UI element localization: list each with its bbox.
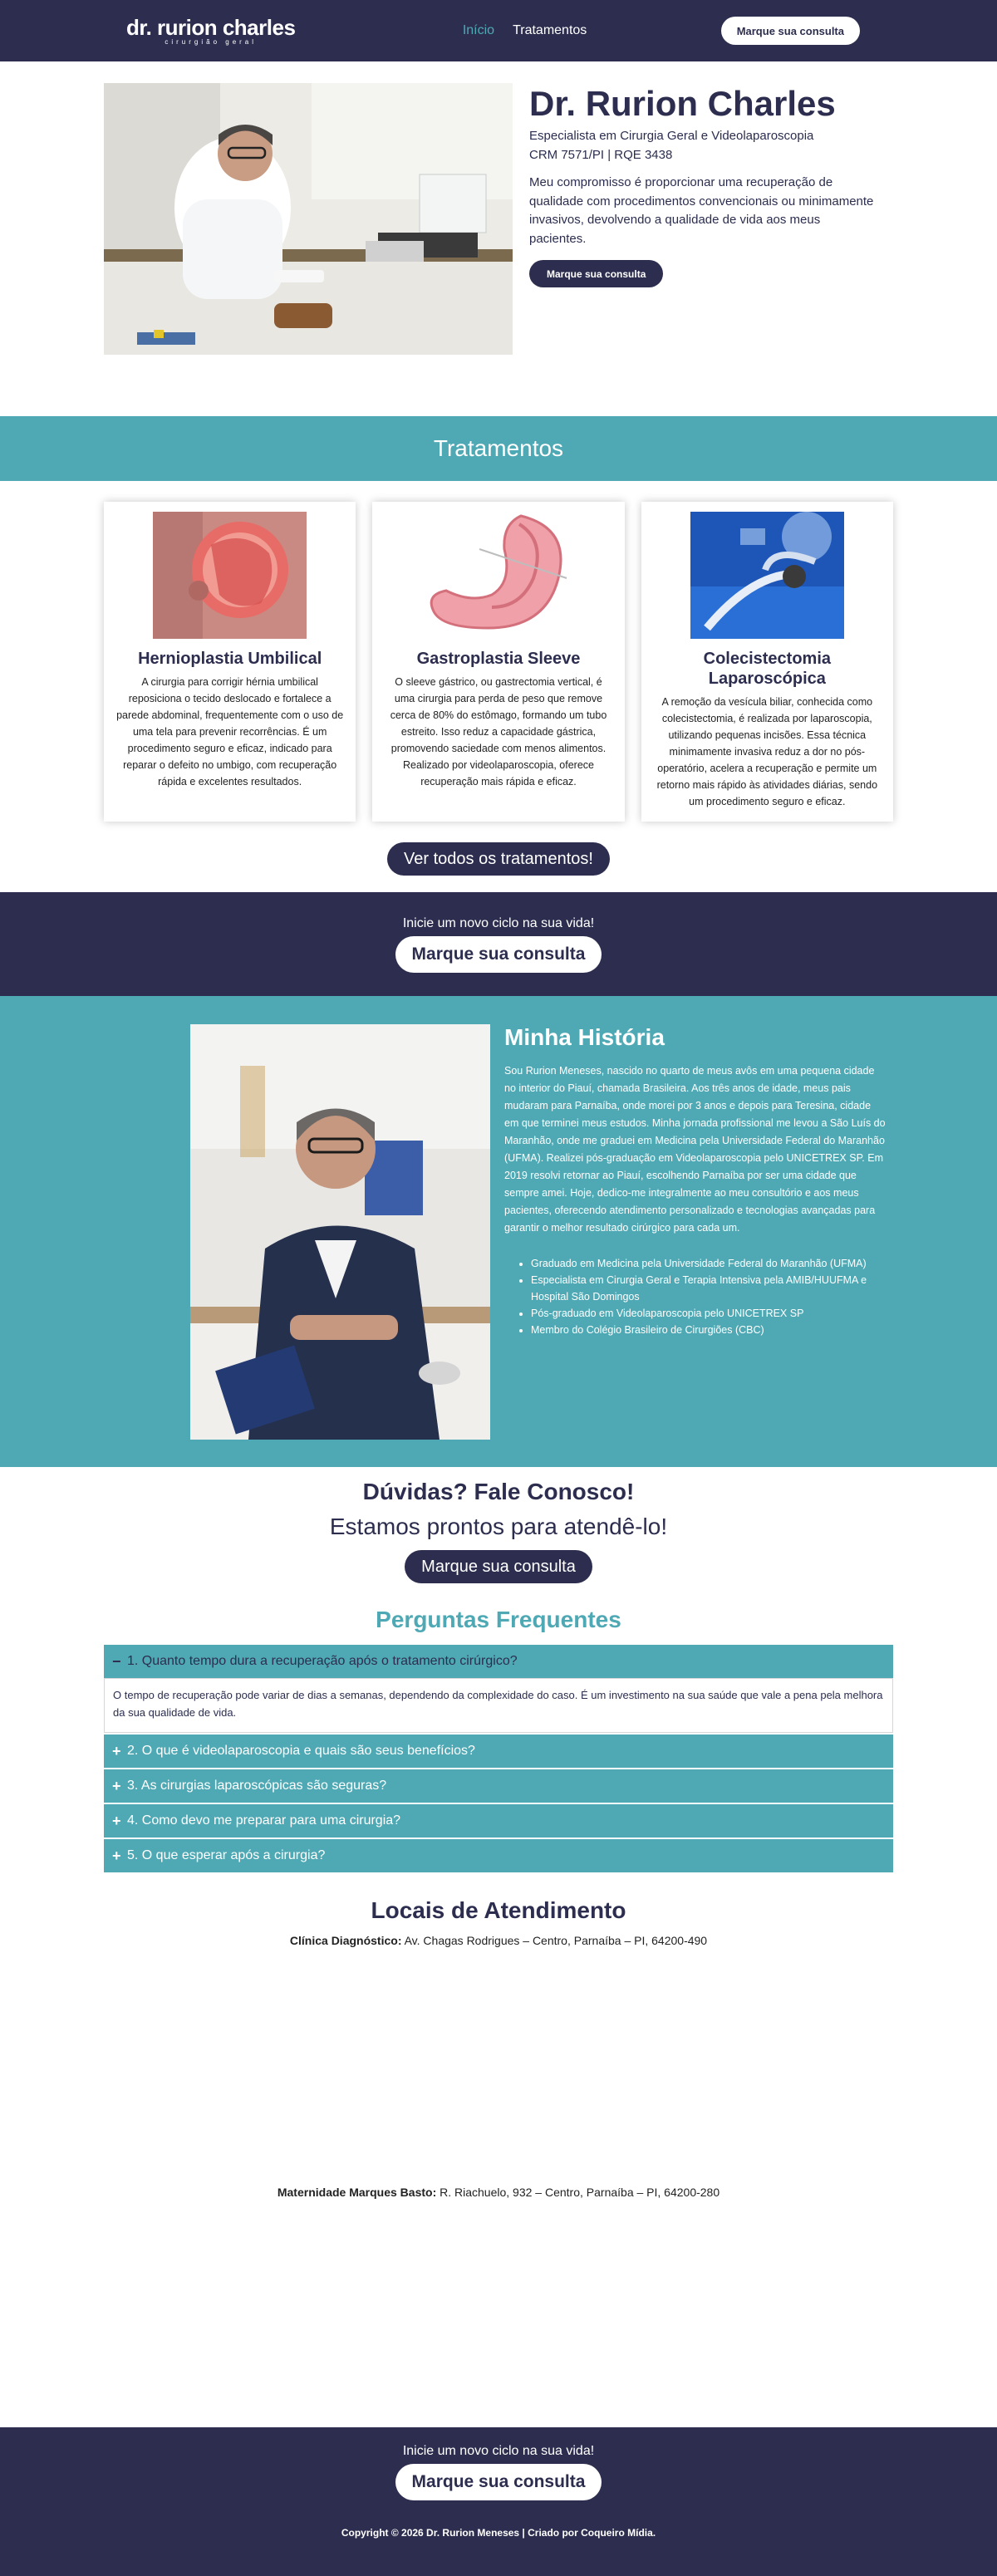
card-title: Gastroplastia Sleeve — [416, 650, 581, 668]
story-body: Sou Rurion Meneses, nascido no quarto de meus avôs em uma pequena cidade no interior do Piauí, chamada Brasileira. Aos três anos de idade, meus pais mudaram para Parnaíba, onde morei por 3 anos e depois para Teresina, cidade em que terminei meus estudos. Minha jornada profissional me levou a São Luís do Maranhão, onde me graduei em Medicina pela Universidade Federal do Maranhão (UFMA). Realizei pós-graduação em Videolaparoscopia pelo UNICETREX SP. Em 2019 resolvi retornar ao Piauí, escolhendo Parnaíba por ser uma cidade que sempre amei. Hoje, dedico-me integralmente ao meu consultório e aos meus pacientes, oferecendo atendimento personalizado e tecnologias avançadas para garantir o melhor resultado cirúrgico para cada um. — [504, 1065, 886, 1234]
hero-registry: CRM 7571/PI | RQE 3438 — [529, 148, 673, 163]
plus-icon: + — [112, 1742, 121, 1759]
copyright: Copyright © 2026 Dr. Rurion Meneses | Criado por Coqueiro Mídia. — [341, 2527, 656, 2539]
card-description: O sleeve gástrico, ou gastrectomia vertical, é uma cirurgia para perda de peso que remove cerca de 80% do estômago, formando um tubo estreito. Isso reduz a capacidade gástrica, promovendo saciedade com menos alimentos. Realizado por videolaparoscopia, oferece recuperação mais rápida e eficaz. — [390, 676, 607, 788]
faq-question[interactable] — [104, 1645, 893, 1678]
hero-doctor-photo — [104, 83, 513, 355]
contact-subheading: Estamos prontos para atendê-lo! — [329, 1514, 668, 1539]
locations-heading: Locais de Atendimento — [371, 1897, 626, 1923]
hero-description: Meu compromisso é proporcionar uma recuperação de qualidade com procedimentos convencionais ou minimamente invasivos, devolvendo a qualidade de vida aos meus pacientes. — [529, 175, 874, 246]
faq-item — [104, 1769, 893, 1804]
minus-icon: − — [112, 1652, 121, 1670]
contact-heading: Dúvidas? Fale Conosco! — [362, 1479, 635, 1504]
hero-title: Dr. Rurion Charles — [529, 84, 836, 123]
story-doctor-photo — [190, 1024, 490, 1440]
hero-section — [0, 61, 997, 416]
story-text — [504, 1024, 886, 1467]
faq-question[interactable] — [104, 1769, 893, 1803]
contact-section — [0, 1467, 997, 1583]
credential-item: • Especialista em Cirurgia Geral e Terapia Intensiva pela AMIB/HUUFMA e Hospital São Domingos — [531, 1272, 886, 1305]
faq-question-text: 5. O que esperar após a cirurgia? — [127, 1848, 326, 1862]
map-embed[interactable] — [0, 1947, 997, 2176]
faq-heading: Perguntas Frequentes — [376, 1607, 621, 1632]
nav-link-tratamentos[interactable]: Tratamentos — [513, 23, 587, 37]
faq-item — [104, 1735, 893, 1769]
site-footer — [0, 2427, 997, 2576]
faq-item — [104, 1839, 893, 1874]
story-section — [0, 996, 997, 1467]
location-name: Clínica Diagnóstico: — [289, 1934, 402, 1947]
location-address — [0, 2186, 997, 2199]
faq-question-text: 3. As cirurgias laparoscópicas são seguras? — [127, 1779, 387, 1793]
faq-item — [104, 1804, 893, 1839]
cta-tagline: Inicie um novo ciclo na sua vida! — [402, 915, 595, 930]
faq-question-text: 2. O que é videolaparoscopia e quais são seus benefícios? — [127, 1744, 475, 1758]
faq-question-text: 4. Como devo me preparar para uma cirurgia? — [127, 1813, 401, 1828]
card-description: A cirurgia para corrigir hérnia umbilical reposiciona o tecido deslocado e fortalece a parede abdominal, frequentemente com o uso de uma tela para prevenir recorrências. É um procedimento seguro e eficaz, indicado para reparar o defeito no umbigo, com recuperação rápida e excelentes resultados. — [116, 676, 344, 788]
hero-specialty: Especialista em Cirurgia Geral e Videolaparoscopia — [529, 129, 814, 144]
logo-wordmark: dr. rurion charles — [126, 14, 296, 40]
footer-tagline: Inicie um novo ciclo na sua vida! — [402, 2444, 595, 2458]
faq-item — [104, 1645, 893, 1735]
cta-book-button[interactable]: Marque sua consulta — [395, 936, 602, 973]
location-name: Maternidade Marques Basto: — [277, 2186, 437, 2199]
faq-accordion — [104, 1645, 893, 1874]
see-all-wrap — [0, 822, 997, 892]
treatment-cards — [0, 481, 997, 822]
location-address — [0, 1934, 997, 1947]
story-title: Minha História — [504, 1024, 665, 1050]
laparoscopy-image — [690, 512, 844, 639]
credential-item: • Graduado em Medicina pela Universidade Federal do Maranhão (UFMA) — [531, 1255, 886, 1272]
location-street: Av. Chagas Rodrigues – Centro, Parnaíba – PI, 64200-490 — [401, 1934, 708, 1947]
see-all-treatments-button[interactable]: Ver todos os tratamentos! — [387, 842, 610, 876]
card-description: A remoção da vesícula biliar, conhecida como colecistectomia, é realizada por laparoscopia, utilizando pequenas incisões. Essa técnica minimamente invasiva reduz a dor no pós-operatório, acelera a recuperação e permite um retorno mais rápido às atividades diárias, sendo um procedimento seguro e eficaz. — [656, 696, 878, 807]
treatment-card[interactable] — [104, 502, 356, 822]
credential-item: • Pós-graduado em Videolaparoscopia pelo UNICETREX SP — [531, 1305, 886, 1322]
faq-question[interactable] — [104, 1804, 893, 1838]
hernia-image — [153, 512, 307, 639]
site-header — [0, 0, 997, 61]
hero-book-button[interactable]: Marque sua consulta — [529, 260, 663, 287]
treatments-band — [0, 416, 997, 481]
faq-question-text: 1. Quanto tempo dura a recuperação após o tratamento cirúrgico? — [127, 1654, 518, 1668]
card-title: Colecistectomia Laparoscópica — [703, 650, 832, 688]
header-book-button[interactable]: Marque sua consulta — [721, 17, 860, 45]
cta-band — [0, 892, 997, 996]
plus-icon: + — [112, 1847, 121, 1864]
treatment-card[interactable] — [372, 502, 624, 822]
faq-question[interactable] — [104, 1735, 893, 1768]
location-street: R. Riachuelo, 932 – Centro, Parnaíba – PI, 64200-280 — [436, 2186, 720, 2199]
plus-icon: + — [112, 1812, 121, 1829]
faq-question[interactable] — [104, 1839, 893, 1872]
credentials-list — [504, 1255, 886, 1338]
contact-book-button[interactable]: Marque sua consulta — [405, 1550, 592, 1583]
footer-book-button[interactable]: Marque sua consulta — [395, 2464, 602, 2500]
stomach-image — [421, 512, 575, 639]
site-logo[interactable] — [126, 14, 296, 46]
faq-answer: O tempo de recuperação pode variar de dias a semanas, dependendo da complexidade do caso. É um investimento na sua saúde que vale a pena pela melhora da sua qualidade de vida. — [104, 1678, 893, 1733]
map-embed[interactable] — [0, 2199, 997, 2427]
treatment-card[interactable] — [641, 502, 893, 822]
plus-icon: + — [112, 1777, 121, 1794]
credential-item: • Membro do Colégio Brasileiro de Cirurgiões (CBC) — [531, 1322, 886, 1338]
logo-tagline: cirurgião geral — [165, 37, 258, 46]
card-title: Hernioplastia Umbilical — [138, 650, 322, 668]
hero-text — [529, 83, 878, 416]
nav-link-inicio[interactable]: Início — [462, 23, 495, 37]
main-nav — [463, 23, 587, 38]
treatments-heading: Tratamentos — [433, 435, 564, 461]
